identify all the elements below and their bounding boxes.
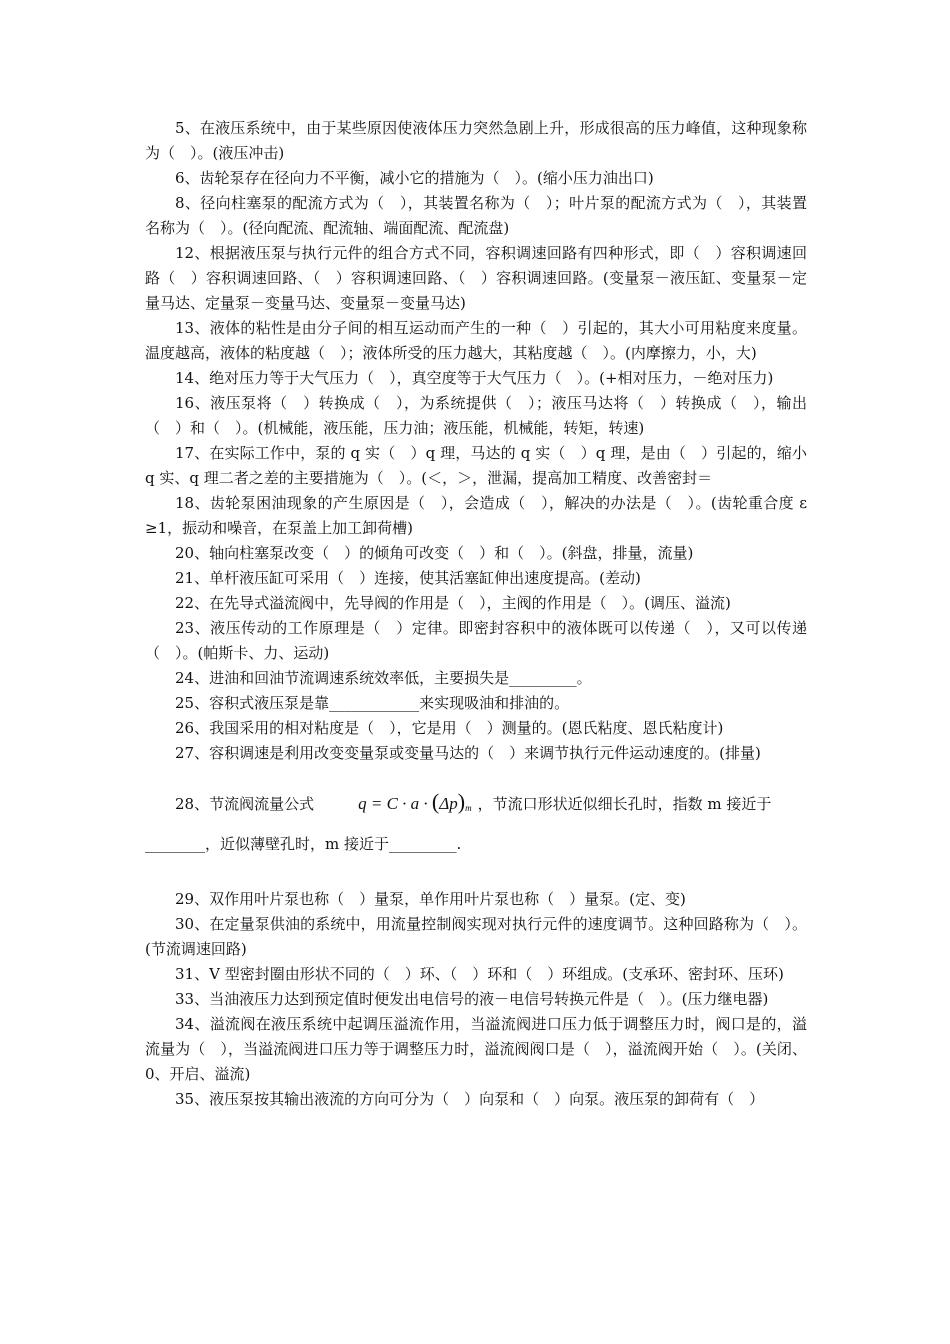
formula-eq: =	[366, 794, 387, 813]
formula-q: q	[358, 794, 367, 813]
question-14: 14、绝对压力等于大气压力（ ），真空度等于大气压力（ ）。(+相对压力，－绝对压力)	[175, 369, 774, 387]
question-22: 22、在先导式溢流阀中，先导阀的作用是（ ），主阀的作用是（ ）。(调压、溢流)	[175, 594, 731, 612]
spacer	[145, 857, 807, 887]
question-23: 23、液压传动的工作原理是（ ）定律。即密封容积中的液体既可以传递（ ），又可以传递（ ）。(帕斯卡、力、运动)	[145, 619, 807, 662]
formula-close-paren: )	[457, 789, 466, 814]
question-12: 12、根据液压泵与执行元件的组合方式不同，容积调速回路有四种形式，即（ ）容积调速回路（ ）容积调速回路、（ ）容积调速回路、（ ）容积调速回路。(变量泵－液压缸、变量泵－定量马达、定量泵－变量马达、变量泵－变量马达)	[145, 244, 807, 312]
formula-a: a	[410, 794, 420, 813]
formula-exponent: m	[465, 803, 472, 813]
flow-formula	[328, 780, 471, 830]
question-6: 6、齿轮泵存在径向力不平衡，减小它的措施为（ ）。(缩小压力油出口)	[175, 169, 654, 187]
question-5: 5、在液压系统中，由于某些原因使液体压力突然急剧上升，形成很高的压力峰值，这种现象称为（ ）。(液压冲击)	[145, 119, 807, 162]
formula-open-paren: (	[431, 789, 440, 814]
question-18: 18、齿轮泵困油现象的产生原因是（ ），会造成（ ），解决的办法是（ ）。(齿轮重合度 ε ≥1，振动和噪音，在泵盖上加工卸荷槽)	[145, 494, 807, 537]
question-13: 13、液体的粘性是由分子间的相互运动而产生的一种（ ）引起的，其大小可用粘度来度量。温度越高，液体的粘度越（ ）；液体所受的压力越大，其粘度越（ ）。(内摩擦力，小，大)	[145, 319, 807, 362]
formula-suffix: ，节流口形状近似细长孔时，指数 m 接近于	[477, 795, 772, 813]
question-26: 26、我国采用的相对粘度是（ ），它是用（ ）测量的。(恩氏粘度、恩氏粘度计)	[175, 719, 724, 737]
question-17: 17、在实际工作中，泵的 q 实（ ）q 理，马达的 q 实（ ）q 理，是由（ ）引起的，缩小 q 实、q 理二者之差的主要措施为（ ）。(＜，＞，泄漏，提高加工精度、改善密封＝	[145, 444, 807, 487]
formula-delta-p: Δp	[439, 794, 458, 813]
formula-tail: ________，近似薄壁孔时，m 接近于_________.	[145, 835, 462, 853]
question-8: 8、径向柱塞泵的配流方式为（ ），其装置名称为（ ）；叶片泵的配流方式为（ ），其装置名称为（ ）。(径向配流、配流轴、端面配流、配流盘)	[145, 194, 807, 237]
question-29: 29、双作用叶片泵也称（ ）量泵，单作用叶片泵也称（ ）量泵。(定、变)	[175, 890, 686, 908]
question-16: 16、液压泵将（ ）转换成（ ），为系统提供（ ）；液压马达将（ ）转换成（ ），输出（ ）和（ ）。(机械能，液压能，压力油；液压能，机械能，转矩，转速)	[145, 394, 807, 437]
question-28	[145, 780, 807, 857]
formula-line	[145, 780, 807, 824]
formula-c: C	[386, 794, 398, 813]
formula-dot-1: ·	[397, 794, 411, 813]
question-30: 30、在定量泵供油的系统中，用流量控制阀实现对执行元件的速度调节。这种回路称为（ ）。(节流调速回路)	[145, 915, 807, 958]
question-33: 33、当油液压力达到预定值时便发出电信号的液－电信号转换元件是（ ）。(压力继电器)	[175, 990, 769, 1008]
question-35: 35、液压泵按其输出液流的方向可分为（ ）向泵和（ ）向泵。液压泵的卸荷有（ ）	[175, 1090, 765, 1108]
question-list	[145, 116, 807, 1112]
question-21: 21、单杆液压缸可采用（ ）连接，使其活塞缸伸出速度提高。(差动)	[175, 569, 641, 587]
question-34: 34、溢流阀在液压系统中起调压溢流作用，当溢流阀进口压力低于调整压力时，阀口是的，溢流量为（ ），当溢流阀进口压力等于调整压力时，溢流阀阀口是（ ），溢流阀开始（ ）。(关闭、0、开启、溢流)	[145, 1015, 807, 1083]
formula-prefix: 28、节流阀流量公式	[175, 795, 315, 813]
formula-dot-2: ·	[419, 794, 432, 813]
question-20: 20、轴向柱塞泵改变（ ）的倾角可改变（ ）和（ ）。(斜盘，排量，流量)	[175, 544, 694, 562]
question-25: 25、容积式液压泵是靠____________来实现吸油和排油的。	[175, 694, 570, 712]
question-24: 24、进油和回油节流调速系统效率低，主要损失是_________。	[175, 669, 592, 687]
question-27: 27、容积调速是利用改变变量泵或变量马达的（ ）来调节执行元件运动速度的。(排量)	[175, 744, 761, 762]
question-31: 31、V 型密封圈由形状不同的（ ）环、（ ）环和（ ）环组成。(支承环、密封环、压环)	[175, 965, 784, 983]
